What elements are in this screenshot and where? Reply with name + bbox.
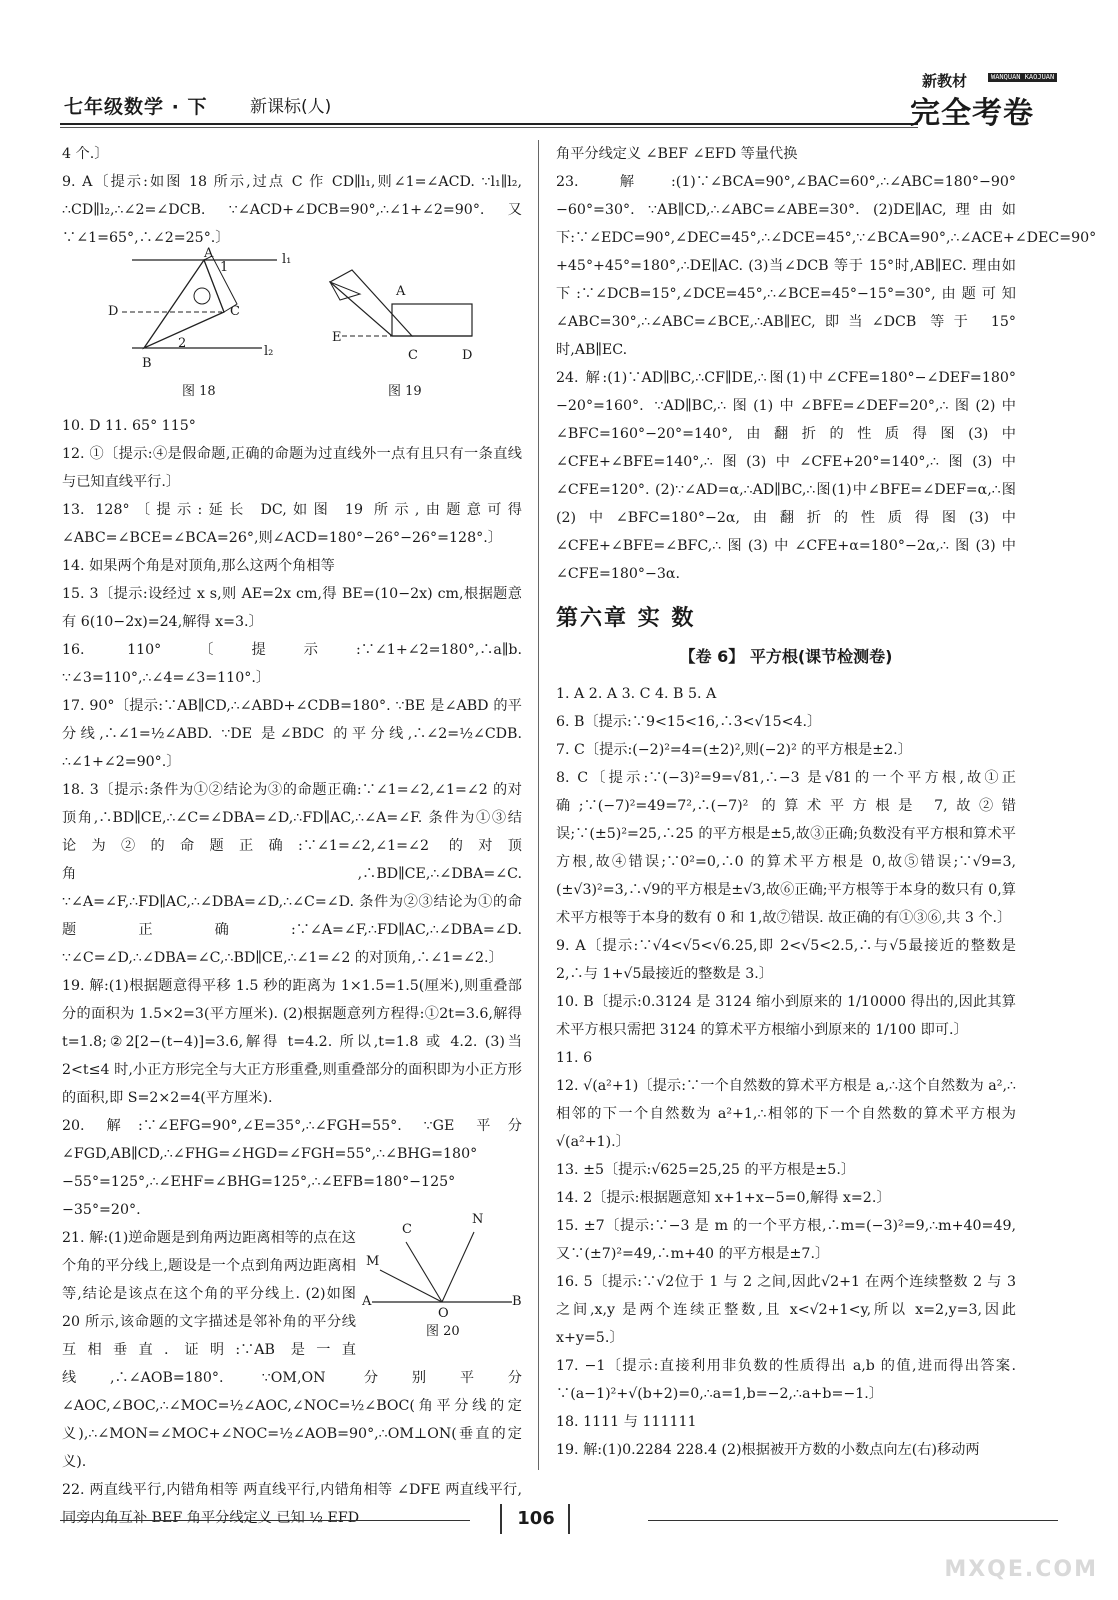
page-header — [60, 70, 1058, 130]
fig18-label-2: 2 — [178, 336, 187, 351]
fig19-fold — [330, 282, 360, 300]
left-column — [62, 140, 522, 1532]
answer-19: 19. 解:(1)0.2284 228.4 (2)根据被开方数的小数点向左(右)移动两 — [556, 1442, 980, 1458]
fig19-caption: 图 19 — [388, 384, 422, 399]
watermark: MXQE.COM — [944, 1557, 1098, 1582]
brand-mini: WANQUAN KAOJUAN — [988, 73, 1057, 82]
brand-big: 完全考卷 — [910, 96, 1034, 131]
answer-18: 18. 3〔提示:条件为①②结论为③的命题正确:∵∠1=∠2,∠1=∠2 的对顶角,∴BD∥CE,∴∠C=∠DBA=∠D,∴FD∥AC,∴∠A=∠F. 条件为①③结论为②的命题正确:∵∠1=∠2,∠1=∠2 的对顶角,∴BD∥CE,∴∠DBA=∠C. ∵∠A=∠F,∴FD∥AC,∴∠DBA=∠D,∴∠C=∠D. 条件为②③结论为①的命题正确:∵∠A=∠F,∴FD∥AC,∴∠DBA=∠D. ∵∠C=∠D,∴∠DBA=∠C,∴BD∥CE,∴∠1=∠2 的对顶角,∴∠1=∠2.〕 — [62, 782, 522, 966]
fig18-caption: 图 18 — [182, 384, 216, 399]
answer-18: 18. 1111 与 111111 — [556, 1414, 697, 1430]
fig19-label-d: D — [462, 348, 473, 363]
right-column — [556, 140, 1097, 1464]
fig18-label-b: B — [142, 356, 152, 371]
answer-13: 13. 128°〔提示:延长 DC,如图 19 所示,由题意可得∠ABC=∠BCE=∠BCA=26°,则∠ACD=180°−26°−26°=128°.〕 — [62, 502, 522, 546]
answer-14: 14. 如果两个角是对顶角,那么这两个角相等 — [62, 558, 335, 574]
fig20-ray-on — [442, 1232, 474, 1302]
chapter-title: 第六章 实 数 — [556, 606, 696, 631]
footer-bar-right — [568, 1504, 570, 1534]
answer-17: 17. −1〔提示:直接利用非负数的性质得出 a,b 的值,进而得出答案. ∵(a−1)²+√(b+2)=0,∴a=1,b=−2,∴a+b=−1.〕 — [556, 1358, 1016, 1402]
fig19-label-e: E — [332, 330, 342, 345]
page-number: 106 — [517, 1508, 555, 1529]
brand-small: 新教材 — [922, 72, 968, 90]
answer-23: 23. 解:(1)∵∠BCA=90°,∠BAC=60°,∴∠ABC=180°−90°−60°=30°. ∵AB∥CD,∴∠ABC=∠ABE=30°. (2)DE∥AC,理由如下:∵∠EDC=90°,∠DEC=45°,∴∠DCE=45°,∵∠BCA=90°,∴∠ACE+∠DEC=90°+45°+45°=180°,∴DE∥AC. (3)当∠DCB 等于 15°时,AB∥EC. 理由如下:∵∠DCB=15°,∠DCE=45°,∴∠BCE=45°−15°=30°,由题可知∠ABC=30°,∴∠ABC=∠BCE,∴AB∥EC,即当∠DCB 等于 15°时,AB∥EC. — [556, 174, 1097, 358]
answer-14: 14. 2〔提示:根据题意知 x+1+x−5=0,解得 x=2.〕 — [556, 1190, 891, 1206]
fig18-label-l1: l₁ — [282, 252, 292, 267]
answer-22: 22. 两直线平行,内错角相等 两直线平行,内错角相等 ∠DFE 两直线平行,同旁内角互补 BEF 角平分线定义 已知 ½ EFD — [62, 1482, 522, 1526]
answer-line: 4 个.〕 — [62, 146, 109, 162]
answer-15: 15. ±7〔提示:∵−3 是 m 的一个平方根,∴m=(−3)²=9,∴m+40=49,又∵(±7)²=49,∴m+40 的平方根是±7.〕 — [556, 1218, 1016, 1262]
fig18-label-c: C — [230, 304, 240, 319]
fig18-label-1: 1 — [220, 260, 229, 275]
answer-15: 15. 3〔提示:设经过 x s,则 AE=2x cm,得 BE=(10−2x) cm,根据题意有 6(10−2x)=24,解得 x=3.〕 — [62, 586, 522, 630]
page-footer — [60, 1500, 1058, 1540]
figures-18-19 — [62, 246, 522, 412]
fig18-hole — [194, 288, 210, 304]
fig20-label-m: M — [366, 1254, 380, 1269]
answer-16: 16. 110°〔提示:∵∠1+∠2=180°,∴a∥b. ∵∠3=110°,∴∠4=∠3=110°.〕 — [62, 642, 522, 686]
footer-rule-right — [648, 1520, 1058, 1521]
answer-8: 8. C〔提示:∵(−3)²=9=√81,∴−3 是√81的一个平方根,故①正确;∵(−7)²=49=7²,∴(−7)² 的算术平方根是 7,故②错误;∵(±5)²=25,∴25 的平方根是±5,故③正确;负数没有平方根和算术平方根,故④错误;∵0²=0,∴0 的算术平方根是 0,故⑤错误;∵√9=3,(±√3)²=3,∴√9的平方根是±√3,故⑥正确;平方根等于本身的数只有 0,算术平方根等于本身的数有 0 和 1,故⑦错误. 故正确的有①③⑥,共 3 个.〕 — [556, 770, 1016, 926]
answer-9: 9. A〔提示:如图 18 所示,过点 C 作 CD∥l₁,则∠1=∠ACD. ∵l₁∥l₂, ∴CD∥l₂,∴∠2=∠DCB. ∵∠ACD+∠DCB=90°,∴∠1+∠2=90°. 又∵∠1=65°,∴∠2=25°.〕 — [62, 174, 522, 246]
header-rule — [60, 123, 918, 125]
answer-22-cont: 角平分线定义 ∠BEF ∠EFD 等量代换 — [556, 146, 798, 162]
fig19-label-a: A — [396, 284, 406, 299]
fig18-label-a: A — [204, 246, 214, 261]
fig20-label-a: A — [362, 1294, 372, 1309]
answer-17: 17. 90°〔提示:∵AB∥CD,∴∠ABD+∠CDB=180°. ∵BE 是∠ABD 的平分线,∴∠1=½∠ABD. ∵DE 是∠BDC 的平分线,∴∠2=½∠CDB. ∴∠1+∠2=90°.〕 — [62, 698, 522, 770]
fig19-label-c: C — [408, 348, 418, 363]
figure-20 — [362, 1212, 522, 1342]
curriculum-label: 新课标(人) — [250, 97, 332, 117]
brand-logo — [908, 70, 1058, 130]
header-rule-thin — [60, 127, 918, 128]
fig20-caption: 图 20 — [426, 1324, 460, 1339]
fig20-label-o: O — [438, 1306, 449, 1321]
subject-title: 七年级数学 · 下 — [64, 96, 208, 118]
fig20-label-n: N — [472, 1212, 484, 1227]
answer-9: 9. A〔提示:∵√4<√5<√6.25,即 2<√5<2.5,∴与√5最接近的整数是 2,∴与 1+√5最接近的整数是 3.〕 — [556, 938, 1016, 982]
answer-19: 19. 解:(1)根据题意得平移 1.5 秒的距离为 1×1.5=1.5(厘米),则重叠部分的面积为 1.5×2=3(平方厘米). (2)根据题意列方程得:①2t=3.6,解得 t=1.8;②2[2−(t−4)]=3.6,解得 t=4.2. 所以,t=1.8 或 4.2. (3)当 2<t≤4 时,小正方形完全与大正方形重叠,则重叠部分的面积即为小正方形的面积,即 S=2×2=4(平方厘米). — [62, 978, 522, 1106]
footer-rule-left — [60, 1520, 470, 1521]
fig19-rect — [392, 304, 472, 336]
answer-6: 6. B〔提示:∵9<15<16,∴3<√15<4.〕 — [556, 714, 822, 730]
figure-18-19-drawing — [62, 252, 522, 412]
answer-21: 21. 解:(1)逆命题是到角两边距离相等的点在这个角的平分线上,题设是一个点到角两边距离相等,结论是该点在这个角的平分线上. (2)如图 20 所示,该命题的文字描述是邻补角的平分线互相垂直. 证明:∵AB 是一直线,∴∠AOB=180°. ∵OM,ON 分别平分∠AOC,∠BOC,∴∠MOC=½∠AOC,∠NOC=½∠BOC(角平分线的定义),∴∠MON=∠MOC+∠NOC=½∠AOB=90°,∴OM⊥ON(垂直的定义). — [62, 1230, 522, 1470]
answer-13: 13. ±5〔提示:√625=25,25 的平方根是±5.〕 — [556, 1162, 856, 1178]
fig20-label-c: C — [402, 1222, 412, 1237]
answer-10-11: 10. D 11. 65° 115° — [62, 418, 196, 434]
fig18-label-d: D — [108, 304, 119, 319]
footer-bar-left — [500, 1504, 502, 1534]
fig20-label-b: B — [512, 1294, 522, 1309]
answer-10: 10. B〔提示:0.3124 是 3124 缩小到原来的 1/10000 得出的,因此其算术平方根只需把 3124 的算术平方根缩小到原来的 1/100 即可.〕 — [556, 994, 1016, 1038]
answer-11: 11. 6 — [556, 1050, 593, 1066]
section-title: 【卷 6】 平方根(课节检测卷) — [679, 647, 893, 666]
column-divider — [538, 140, 539, 1470]
fig18-label-l2: l₂ — [264, 344, 274, 359]
answer-16: 16. 5〔提示:∵√2位于 1 与 2 之间,因此√2+1 在两个连续整数 2 与 3 之间,x,y 是两个连续正整数,且 x<√2+1<y,所以 x=2,y=3,因此 x+y=5.〕 — [556, 1274, 1016, 1346]
answer-12: 12. √(a²+1)〔提示:∵一个自然数的算术平方根是 a,∴这个自然数为 a²,∴相邻的下一个自然数为 a²+1,∴相邻的下一个自然数的算术平方根为 √(a²+1).〕 — [556, 1078, 1016, 1150]
answer-20: 20. 解:∵∠EFG=90°,∠E=35°,∴∠FGH=55°. ∵GE 平分∠FGD,AB∥CD,∴∠FHG=∠HGD=∠FGH=55°,∴∠BHG=180°−55°=125°,∴∠EHF=∠BHG=125°,∴∠EFB=180°−125°−35°=20°. — [62, 1118, 522, 1218]
answer-24: 24. 解:(1)∵AD∥BC,∴CF∥DE,∴图(1)中∠CFE=180°−∠DEF=180°−20°=160°. ∵AD∥BC,∴图(1)中∠BFE=∠DEF=20°,∴图(2)中∠BFC=160°−20°=140°,由翻折的性质得图(3)中∠CFE+∠BFE=140°,∴图(3)中∠CFE+20°=140°,∴图(3)中∠CFE=120°. (2)∵∠AD=α,∴AD∥BC,∴图(1)中∠BFE=∠DEF=α,∴图(2)中∠BFC=180°−2α,由翻折的性质得图(3)中∠CFE+∠BFE=∠BFC,∴图(3)中∠CFE+α=180°−2α,∴图(3)中∠CFE=180°−3α. — [556, 370, 1016, 582]
answer-7: 7. C〔提示:(−2)²=4=(±2)²,则(−2)² 的平方根是±2.〕 — [556, 742, 912, 758]
answer-12: 12. ①〔提示:④是假命题,正确的命题为过直线外一点有且只有一条直线与已知直线平行.〕 — [62, 446, 522, 490]
answer-1-5: 1. A 2. A 3. C 4. B 5. A — [556, 686, 717, 702]
